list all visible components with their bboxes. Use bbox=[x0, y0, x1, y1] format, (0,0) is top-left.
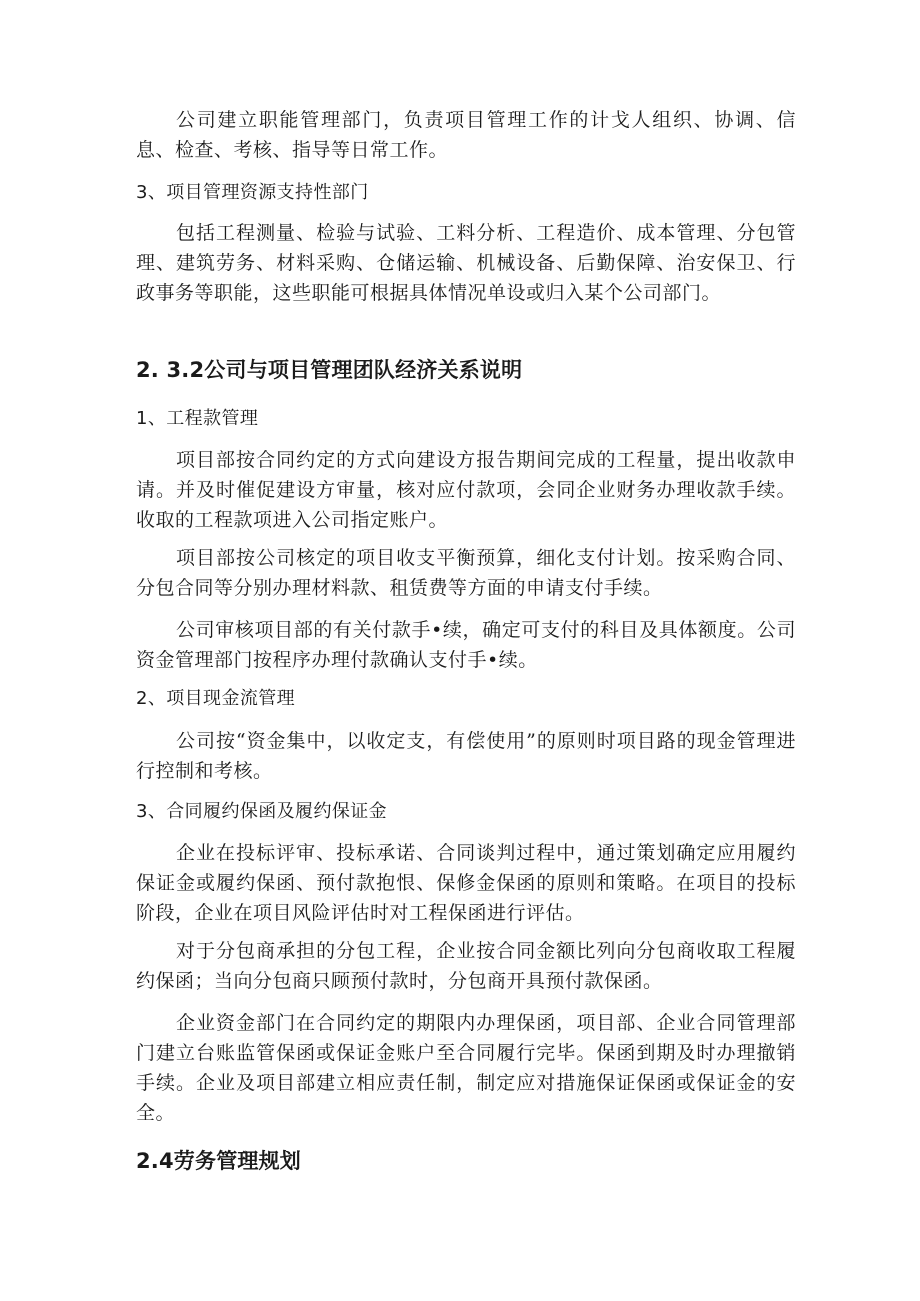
paragraph bbox=[136, 445, 796, 535]
paragraph bbox=[136, 615, 796, 675]
section-heading-text: 2.4劳务管理规划 bbox=[136, 1149, 302, 1173]
paragraph-text: 公司建立职能管理部门，负责项目管理工作的计戈人组织、协调、信息、检查、考核、指导等日常工作。 bbox=[136, 109, 796, 161]
list-item-text: 3、合同履约保函及履约保证金 bbox=[136, 801, 388, 822]
list-item bbox=[136, 686, 796, 712]
list-item-text: 2、项目现金流管理 bbox=[136, 688, 296, 709]
paragraph bbox=[136, 218, 796, 308]
paragraph-text: 企业资金部门在合同约定的期限内办理保函，项目部、企业合同管理部门建立台账监管保函或保证金账户至合同履行完毕。保函到期及时办理撤销手续。企业及项目部建立相应责任制，制定应对措施保证保函或保证金的安全。 bbox=[136, 1012, 796, 1124]
paragraph-text: 项目部按合同约定的方式向建设方报告期间完成的工程量，提出收款申请。并及时催促建设方审量，核对应付款项，会同企业财务办理收款手续。收取的工程款项进入公司指定账户。 bbox=[136, 449, 796, 531]
paragraph-text: 对于分包商承担的分包工程，企业按合同金额比列向分包商收取工程履约保函；当向分包商只顾预付款时，分包商开具预付款保函。 bbox=[136, 940, 796, 992]
paragraph bbox=[136, 1008, 796, 1128]
paragraph-text: 包括工程测量、检验与试验、工料分析、工程造价、成本管理、分包管理、建筑劳务、材料采购、仓储运输、机械设备、后勤保障、治安保卫、行政事务等职能，这些职能可根据具体情况单设或归入某个公司部门。 bbox=[136, 222, 796, 304]
paragraph-text: 企业在投标评审、投标承诺、合同谈判过程中，通过策划确定应用履约保证金或履约保函、预付款抱恨、保修金保函的原则和策略。在项目的投标阶段，企业在项目风险评估时对工程保函进行评估。 bbox=[136, 842, 796, 924]
paragraph-text: 项目部按公司核定的项目收支平衡预算，细化支付计划。按采购合同、分包合同等分别办理材料款、租赁费等方面的申请支付手续。 bbox=[136, 547, 796, 599]
paragraph bbox=[136, 105, 796, 165]
section-heading bbox=[136, 355, 796, 385]
paragraph bbox=[136, 543, 796, 603]
paragraph bbox=[136, 936, 796, 996]
paragraph bbox=[136, 726, 796, 786]
list-item-text: 3、项目管理资源支持性部门 bbox=[136, 182, 369, 203]
list-item bbox=[136, 406, 796, 432]
section-heading bbox=[136, 1146, 796, 1176]
section-heading-text: 2. 3.2公司与项目管理团队经济关系说明 bbox=[136, 358, 523, 382]
list-item bbox=[136, 180, 796, 206]
paragraph-text: 公司审核项目部的有关付款手•续，确定可支付的科目及具体额度。公司资金管理部门按程序办理付款确认支付手•续。 bbox=[136, 619, 796, 671]
list-item bbox=[136, 799, 796, 825]
paragraph-text: 公司按“资金集中，以收定支，有偿使用”的原则时项目路的现金管理进行控制和考核。 bbox=[136, 730, 796, 782]
list-item-text: 1、工程款管理 bbox=[136, 408, 259, 429]
paragraph bbox=[136, 838, 796, 928]
